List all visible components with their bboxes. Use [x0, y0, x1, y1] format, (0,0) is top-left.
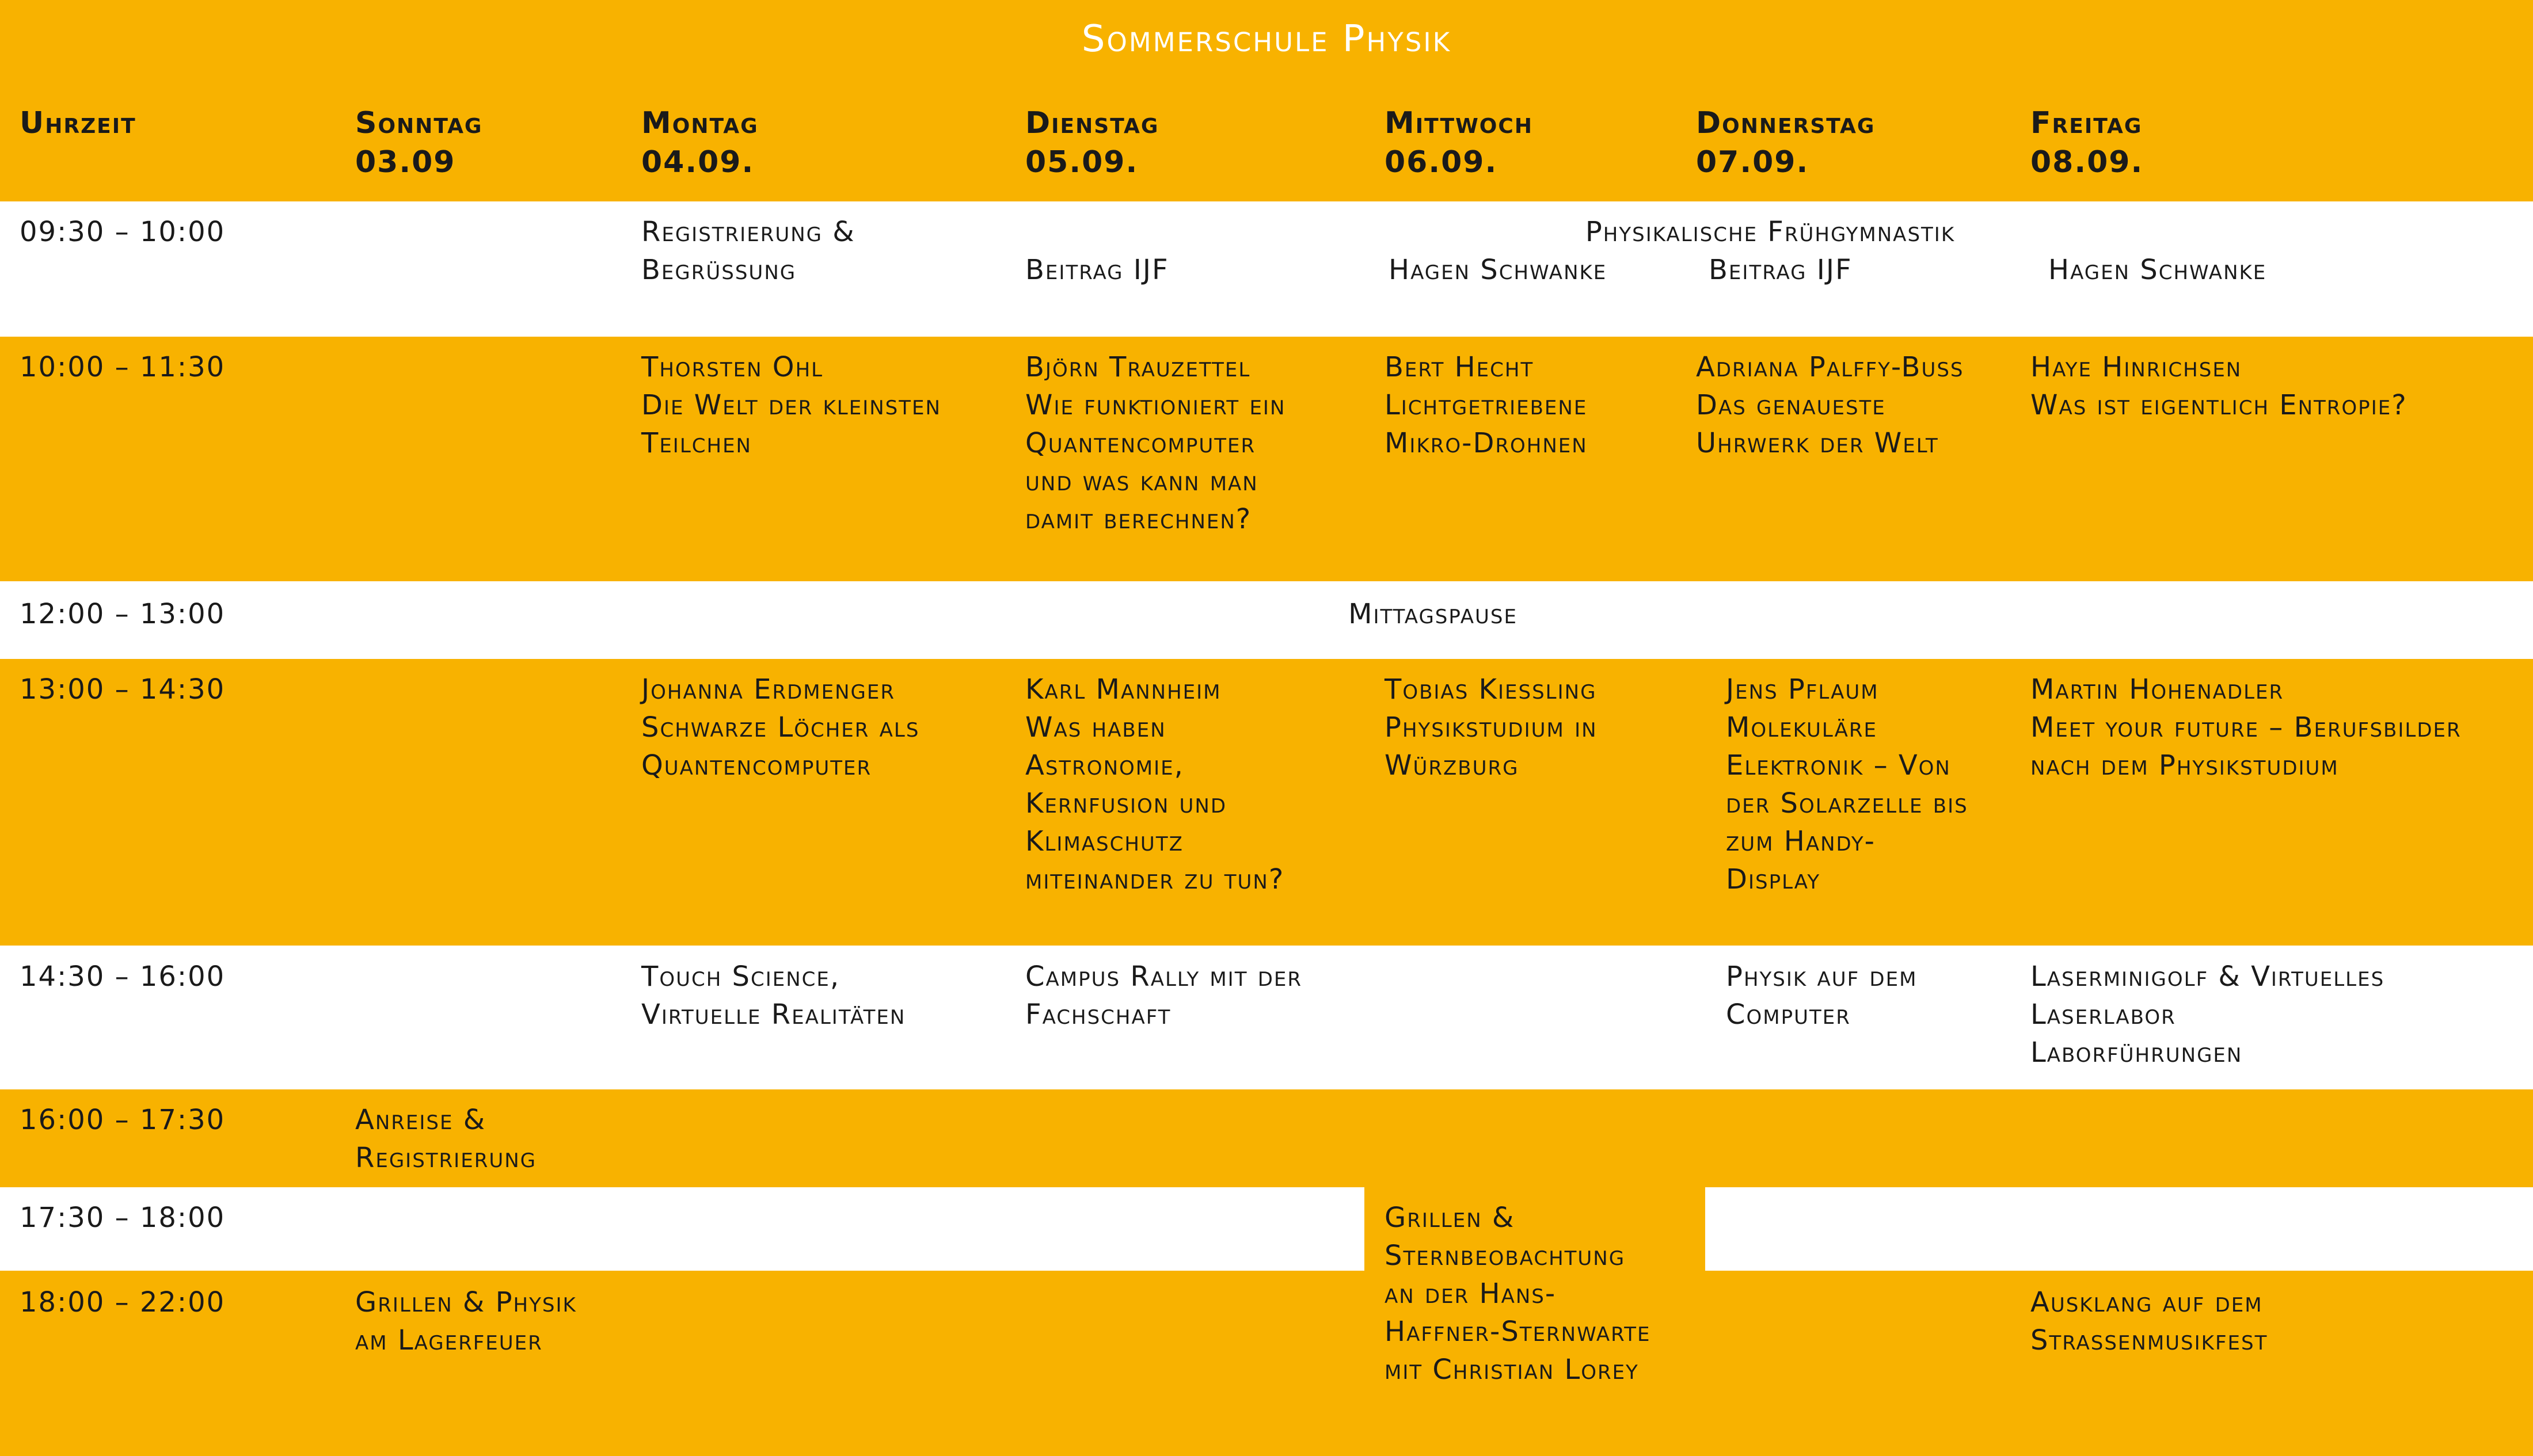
cell-1300-fr-l3: nach dem Physikstudium: [2030, 749, 2339, 782]
header-dienstag: Dienstag: [1025, 106, 1159, 140]
cell-1000-di-l2: Wie funktioniert ein: [1025, 389, 1286, 421]
cell-1300-do-l6: Display: [1726, 863, 1821, 895]
cell-1300-di-l1: Karl Mannheim: [1025, 673, 1222, 706]
cell-1730-mi-l3: an der Hans-: [1385, 1278, 1557, 1310]
cell-1300-do-l5: zum Handy-: [1726, 825, 1876, 857]
header-dienstag-date: 05.09.: [1025, 145, 1139, 180]
cell-1000-do-l2: Das genaueste: [1696, 389, 1886, 421]
cell-1730-mi-l5: mit Christian Lorey: [1385, 1354, 1639, 1386]
cell-1600-so-l2: Registrierung: [355, 1142, 537, 1174]
cell-1000-mo-l2: Die Welt der kleinsten: [641, 389, 941, 421]
header-montag: Montag: [641, 106, 759, 140]
header-sonntag-date: 03.09: [355, 145, 456, 180]
cell-1000-do-l1: Adriana Palffy-Buss: [1696, 351, 1964, 383]
cell-1300-di-l4: Kernfusion und: [1025, 787, 1227, 820]
header-donnerstag-date: 07.09.: [1696, 145, 1809, 180]
header-mittwoch: Mittwoch: [1385, 106, 1533, 140]
cell-1300-di-l3: Astronomie,: [1025, 749, 1184, 782]
cell-0930-span: Physikalische Frühgymnastik: [1585, 216, 1956, 248]
cell-1300-do-l2: Molekuläre: [1726, 711, 1877, 744]
cell-1000-di-l4: und was kann man: [1025, 465, 1258, 497]
header-donnerstag: Donnerstag: [1696, 106, 1876, 140]
cell-1000-fr-l1: Haye Hinrichsen: [2030, 351, 2242, 383]
header-montag-date: 04.09.: [641, 145, 755, 180]
cell-1300-di-l2: Was haben: [1025, 711, 1166, 744]
cell-1300-di-l6: miteinander zu tun?: [1025, 863, 1285, 895]
cell-0930-di: Beitrag IJF: [1025, 254, 1169, 286]
time-1200: 12:00 – 13:00: [20, 598, 226, 630]
cell-1000-mo-l1: Thorsten Ohl: [641, 351, 824, 383]
header-freitag: Freitag: [2030, 106, 2143, 140]
header-freitag-date: 08.09.: [2030, 145, 2144, 180]
cell-1430-fr-l1: Laserminigolf & Virtuelles: [2030, 960, 2385, 993]
cell-1300-mi-l3: Würzburg: [1385, 749, 1519, 782]
time-1000: 10:00 – 11:30: [20, 351, 226, 383]
cell-1300-mo-l3: Quantencomputer: [641, 749, 872, 782]
cell-1730-mi-l1: Grillen &: [1385, 1202, 1515, 1234]
cell-0930-mo-l1: Registrierung &: [641, 216, 855, 248]
cell-0930-mo-l2: Begrüssung: [641, 254, 797, 286]
header-sonntag: Sonntag: [355, 106, 483, 140]
cell-1000-mi-l2: Lichtgetriebene: [1385, 389, 1588, 421]
cell-1200-lunch: Mittagspause: [1348, 598, 1517, 630]
time-1600: 16:00 – 17:30: [20, 1104, 226, 1136]
cell-1430-fr-l3: Laborführungen: [2030, 1036, 2243, 1069]
cell-1300-mo-l2: Schwarze Löcher als: [641, 711, 920, 744]
cell-1430-fr-l2: Laserlabor: [2030, 998, 2176, 1031]
cell-1430-di-l2: Fachschaft: [1025, 998, 1172, 1031]
time-1730: 17:30 – 18:00: [20, 1202, 226, 1234]
cell-1000-do-l3: Uhrwerk der Welt: [1696, 427, 1939, 459]
cell-1430-mo-l2: Virtuelle Realitäten: [641, 998, 906, 1031]
cell-1300-do-l1: Jens Pflaum: [1726, 673, 1879, 706]
cell-1300-di-l5: Klimaschutz: [1025, 825, 1184, 857]
cell-1300-fr-l2: Meet your future – Berufsbilder: [2030, 711, 2462, 744]
cell-1300-fr-l1: Martin Hohenadler: [2030, 673, 2284, 706]
cell-1000-di-l1: Björn Trauzettel: [1025, 351, 1251, 383]
cell-0930-mi: Hagen Schwanke: [1389, 254, 1607, 286]
cell-1730-mi-l2: Sternbeobachtung: [1385, 1240, 1626, 1272]
cell-0930-do: Beitrag IJF: [1709, 254, 1853, 286]
time-1300: 13:00 – 14:30: [20, 673, 226, 706]
cell-0930-fr: Hagen Schwanke: [2048, 254, 2267, 286]
cell-1000-mi-l1: Bert Hecht: [1385, 351, 1534, 383]
cell-1300-mo-l1: Johanna Erdmenger: [641, 673, 895, 706]
header-time: Uhrzeit: [20, 106, 136, 140]
cell-1300-do-l3: Elektronik – Von: [1726, 749, 1951, 782]
cell-1300-do-l4: der Solarzelle bis: [1726, 787, 1968, 820]
cell-1000-mi-l3: Mikro-Drohnen: [1385, 427, 1588, 459]
cell-1800-so-l2: am Lagerfeuer: [355, 1324, 543, 1356]
time-1430: 14:30 – 16:00: [20, 960, 226, 993]
cell-1600-so-l1: Anreise &: [355, 1104, 486, 1136]
cell-1800-fr-l1: Ausklang auf dem: [2030, 1286, 2263, 1318]
time-1800: 18:00 – 22:00: [20, 1286, 226, 1318]
page-title: Sommerschule Physik: [1081, 18, 1452, 60]
time-0930: 09:30 – 10:00: [20, 216, 226, 248]
header-mittwoch-date: 06.09.: [1385, 145, 1498, 180]
cell-1000-di-l3: Quantencomputer: [1025, 427, 1256, 459]
cell-1430-mo-l1: Touch Science,: [641, 960, 840, 993]
cell-1000-di-l5: damit berechnen?: [1025, 503, 1252, 535]
cell-1000-mo-l3: Teilchen: [641, 427, 752, 459]
cell-1800-so-l1: Grillen & Physik: [355, 1286, 577, 1318]
cell-1430-do-l1: Physik auf dem: [1726, 960, 1918, 993]
cell-1800-fr-l2: Strassenmusikfest: [2030, 1324, 2268, 1356]
cell-1300-mi-l1: Tobias Kiessling: [1385, 673, 1597, 706]
cell-1730-mi-l4: Haffner-Sternwarte: [1385, 1316, 1651, 1348]
cell-1430-do-l2: Computer: [1726, 998, 1851, 1031]
cell-1000-fr-l2: Was ist eigentlich Entropie?: [2030, 389, 2408, 421]
cell-1300-mi-l2: Physikstudium in: [1385, 711, 1598, 744]
cell-1430-di-l1: Campus Rally mit der: [1025, 960, 1303, 993]
